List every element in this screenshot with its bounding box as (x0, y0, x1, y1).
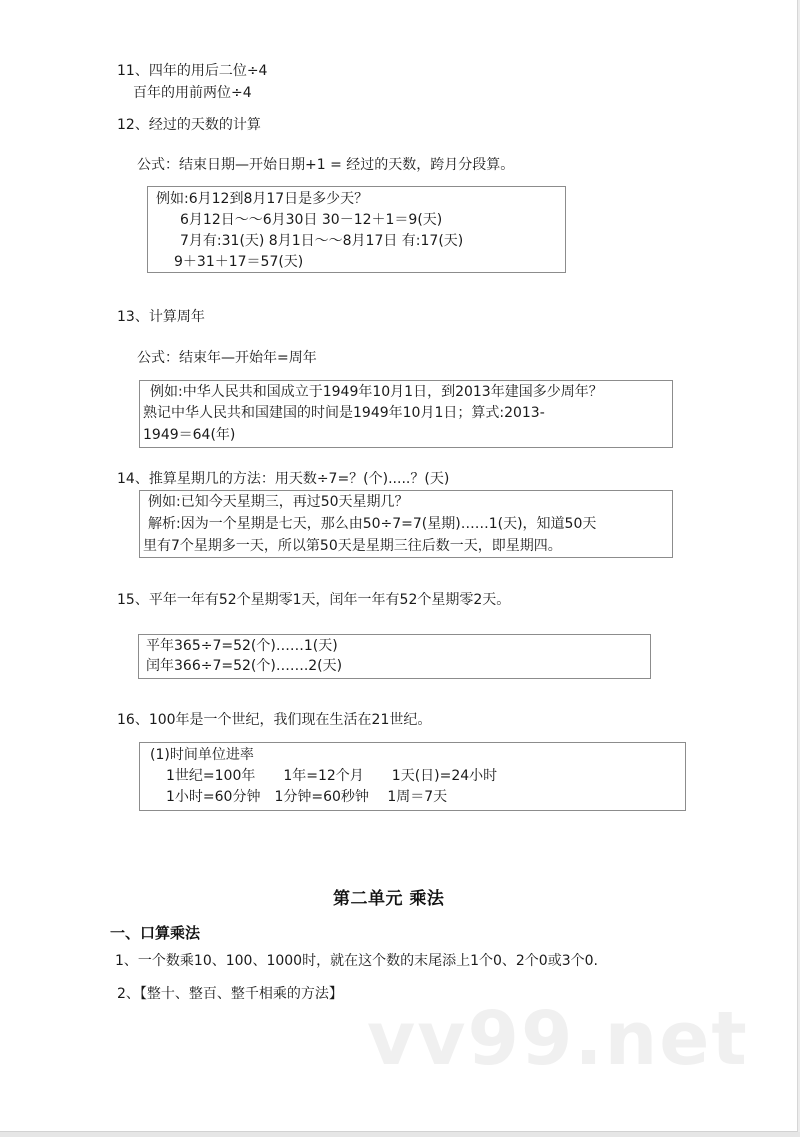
item11-line2: 百年的用前两位÷4 (133, 85, 252, 101)
item16-example-line: (1)时间单位进率 (150, 747, 254, 763)
unit2-heading: 第二单元 乘法 (333, 889, 445, 909)
page-edge-bottom (0, 1132, 800, 1137)
unit2-point2: 2、【整十、整百、整千相乘的方法】 (117, 986, 343, 1002)
item14-example-line: 解析:因为一个星期是七天，那么由50÷7=7(星期)……1(天)，知道50天 (148, 516, 597, 532)
item15-example-line: 闰年366÷7=52(个)…….2(天) (146, 658, 343, 674)
item16-title: 16、100年是一个世纪，我们现在生活在21世纪。 (117, 712, 432, 728)
item12-example-line: 例如:6月12到8月17日是多少天？ (156, 191, 369, 207)
item11-line1: 11、四年的用后二位÷4 (117, 63, 268, 79)
item13-example-box (139, 380, 673, 448)
item12-title: 12、经过的天数的计算 (117, 117, 261, 133)
item15-example-box (138, 634, 651, 679)
item14-example-line: 里有7个星期多一天，所以第50天是星期三往后数一天，即星期四。 (143, 538, 562, 554)
item13-example-line: 熟记中华人民共和国建国的时间是1949年10月1日；算式:2013- (143, 405, 545, 421)
item14-example-box (139, 490, 673, 558)
watermark: vv99.net (367, 996, 749, 1082)
item16-example-box (139, 742, 686, 811)
item14-title: 14、推算星期几的方法：用天数÷7=？(个).....？(天) (117, 471, 450, 487)
item13-example-line: 1949＝64(年) (143, 427, 236, 443)
item14-example-line: 例如:已知今天星期三，再过50天星期几？ (148, 494, 409, 510)
unit2-point1: 1、一个数乘10、100、1000时，就在这个数的末尾添上1个0、2个0或3个0. (115, 953, 598, 969)
item13-title: 13、计算周年 (117, 309, 205, 325)
item16-example-line: 1小时=60分钟 1分钟=60秒钟 1周＝7天 (166, 789, 448, 805)
item12-formula: 公式：结束日期—开始日期+1 = 经过的天数，跨月分段算。 (137, 157, 515, 173)
item12-example-line: 6月12日～～6月30日 30－12＋1＝9(天) (180, 212, 443, 228)
item13-formula: 公式：结束年—开始年=周年 (137, 350, 317, 366)
item13-example-line: 例如:中华人民共和国成立于1949年10月1日，到2013年建国多少周年？ (150, 384, 603, 400)
item15-example-line: 平年365÷7=52(个)……1(天) (146, 638, 338, 654)
item12-example-line: 9＋31＋17＝57(天) (174, 254, 304, 270)
item15-title: 15、平年一年有52个星期零1天，闰年一年有52个星期零2天。 (117, 592, 511, 608)
item12-example-box (147, 186, 566, 273)
item12-example-line: 7月有:31(天) 8月1日～～8月17日 有:17(天) (180, 233, 464, 249)
item16-example-line: 1世纪=100年 1年=12个月 1天(日)=24小时 (166, 768, 498, 784)
unit2-section1-title: 一、口算乘法 (110, 924, 201, 942)
